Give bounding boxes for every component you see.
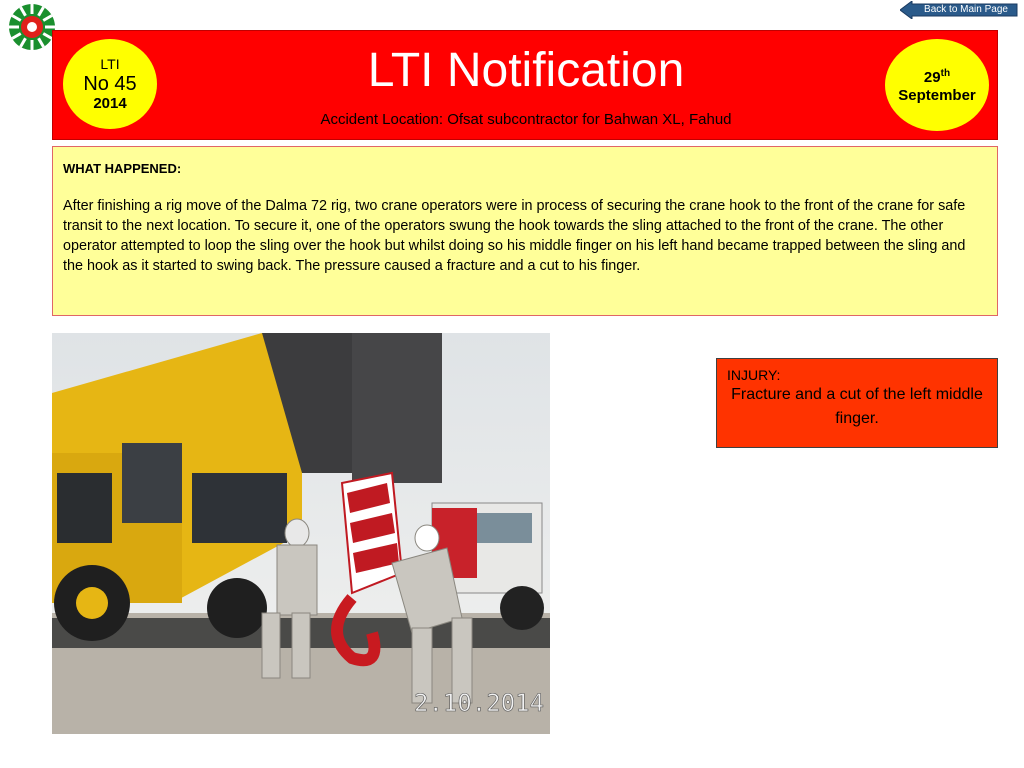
badge-lti-label: LTI [100,55,120,72]
date-day: 29th [923,68,951,86]
what-happened-box [52,146,998,316]
incident-photo [52,333,550,734]
back-button-label: Back to Main Page [924,4,1008,15]
badge-lti-number: No 45 [83,72,137,95]
injury-box [716,358,998,448]
header-banner [52,30,998,140]
injury-heading: INJURY: [727,367,781,383]
page-title: LTI Notification [367,44,685,97]
what-happened-heading: WHAT HAPPENED: [63,161,182,176]
back-to-main-button[interactable] [900,1,1018,19]
date-badge [885,39,989,131]
badge-lti-year: 2014 [93,94,127,112]
injury-text: Fracture and a cut of the left middle finger. [731,386,983,427]
what-happened-text: After finishing a rig move of the Dalma 72 rig, two crane operators were in process of securing the crane hook to the front of the crane for safe transit to the next location. To secure it, one of the operators swung the hook towards the sling attached to the front of the crane. The other operator attempted to loop the sling over the hook but whilst doing so his middle finger on his left hand became trapped between the sling and the hook as it started to swing back. The pressure caused a fracture and a cut to his finger. [63,198,966,274]
date-month: September [898,87,976,104]
photo-date-stamp: 2.10.2014 [414,689,545,717]
accident-location: Accident Location: Ofsat subcontractor for Bahwan XL, Fahud [320,111,732,128]
